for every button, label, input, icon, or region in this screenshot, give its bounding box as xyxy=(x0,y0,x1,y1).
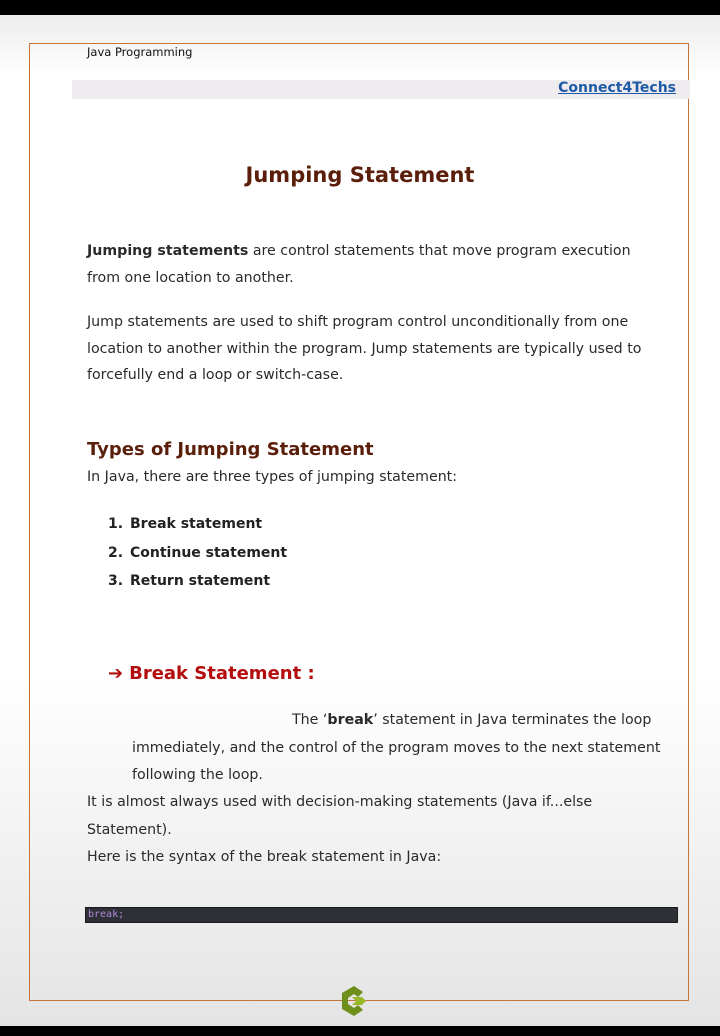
break-heading-label: Break Statement : xyxy=(129,663,315,684)
break-statement-heading xyxy=(108,663,315,684)
connect4techs-logo-icon xyxy=(336,983,372,1019)
bottom-black-bar xyxy=(0,1026,720,1036)
list-item xyxy=(108,569,287,598)
types-list xyxy=(108,512,287,598)
header-title: Java Programming xyxy=(87,45,193,59)
types-heading: Types of Jumping Statement xyxy=(87,439,374,460)
list-item-label: Break statement xyxy=(130,516,263,532)
list-item xyxy=(108,541,287,570)
code-text: break; xyxy=(88,909,125,920)
break-syntax-line: Here is the syntax of the break statement in Java: xyxy=(87,849,442,865)
intro-rest: are control statements that move program execution from one location to another. xyxy=(87,243,631,286)
types-intro: In Java, there are three types of jumping statement: xyxy=(87,469,458,485)
arrow-right-icon: ➔ xyxy=(108,663,124,684)
list-item-number: 1. xyxy=(108,516,124,532)
break-text-before: The ‘ xyxy=(292,712,328,728)
break-description-paragraph xyxy=(132,707,662,790)
code-block xyxy=(85,907,678,923)
page-title: Jumping Statement xyxy=(245,163,475,187)
list-item-number: 3. xyxy=(108,573,124,589)
list-item-label: Return statement xyxy=(130,573,271,589)
jump-description-paragraph: Jump statements are used to shift program control unconditionally from one location to another within the program. Jump statements are typically used to forcefully end a loop or switch-case. xyxy=(87,314,642,383)
top-black-bar xyxy=(0,0,720,15)
list-item-label: Continue statement xyxy=(130,544,288,561)
break-usage-paragraph xyxy=(87,789,657,872)
break-usage-line: It is almost always used with decision-making statements (Java if...else Statement). xyxy=(87,794,593,838)
list-item-number: 2. xyxy=(108,544,124,561)
break-text-after: ’ statement in Java terminates the loop immediately, and the control of the program moves to the next statement following the loop. xyxy=(132,712,661,783)
intro-bold-lead: Jumping statements xyxy=(87,243,249,259)
intro-paragraph xyxy=(87,238,662,291)
brand-link[interactable]: Connect4Techs xyxy=(558,80,676,96)
list-item xyxy=(108,512,287,541)
break-keyword: break xyxy=(327,712,374,728)
